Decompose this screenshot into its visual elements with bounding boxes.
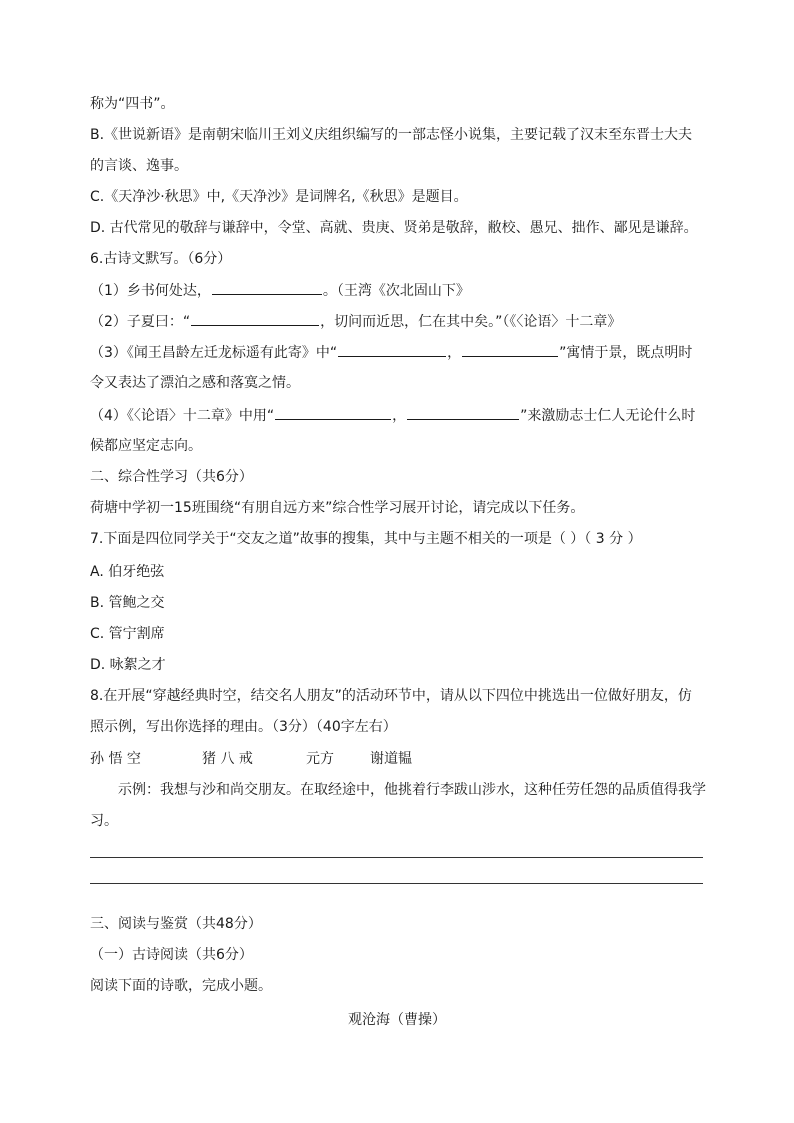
example-line: 示例：我想与沙和尚交朋友。在取经途中，他挑着行李跋山涉水，这种任劳任怨的品质值得我学 — [118, 782, 706, 798]
fill-blank[interactable] — [338, 342, 446, 357]
fill-blank[interactable] — [275, 405, 391, 420]
question-6-item-3: （3）《闻王昌龄左迁龙标遥有此寄》中“ ， ”寓情于景，既点明时 — [90, 342, 692, 363]
option-c-line: C.《天净沙·秋思》中,《天净沙》是词牌名,《秋思》是题目。 — [90, 189, 468, 205]
section-2-heading: 二、综合性学习（共6分） — [90, 469, 253, 485]
text-line: 荷塘中学初一15班围绕“有朋自远方来”综合性学习展开讨论，请完成以下任务。 — [90, 500, 585, 516]
text-line: 习。 — [90, 813, 118, 829]
fill-blank[interactable] — [407, 405, 519, 420]
option-b-line: B.《世说新语》是南朝宋临川王刘义庆组织编写的一部志怪小说集，主要记载了汉末至东晋士大夫 — [90, 127, 693, 143]
name-options — [90, 749, 412, 769]
option-a: A. 伯牙绝弦 — [90, 564, 165, 580]
fill-blank[interactable] — [462, 342, 558, 357]
answer-line[interactable] — [90, 883, 703, 884]
question-6-item-4: （4）《〈论语〉十二章》中用“ ， ”来激励志士仁人无论什么时 — [90, 405, 695, 426]
section-3-heading: 三、阅读与鉴赏（共48分） — [90, 916, 262, 932]
text-line: 照示例，写出你选择的理由。（3分）（40字左右） — [90, 719, 397, 735]
answer-line[interactable] — [90, 857, 703, 858]
option-d-line: D. 古代常见的敬辞与谦辞中，令堂、高就、贵庚、贤弟是敬辞，敝校、愚兄、拙作、鄙见是谦辞。 — [90, 220, 698, 236]
poem-title: 观沧海（曹操） — [348, 1012, 446, 1028]
text-line: 阅读下面的诗歌，完成小题。 — [90, 978, 272, 994]
name-item: 元方 — [306, 751, 334, 767]
text-line: 的言谈、逸事。 — [90, 158, 188, 174]
fill-blank[interactable] — [212, 280, 322, 295]
option-d: D. 咏絮之才 — [90, 657, 166, 673]
subsection-heading: （一）古诗阅读（共6分） — [90, 947, 253, 963]
question-8-heading: 8.在开展“穿越经典时空，结交名人朋友”的活动环节中，请从以下四位中挑选出一位做好朋友，仿 — [90, 688, 692, 704]
text-line: 称为“四书”。 — [90, 96, 175, 112]
question-6-item-1: （1）乡书何处达， 。（王湾《次北固山下》 — [90, 280, 470, 301]
name-item: 谢道韫 — [370, 751, 412, 767]
name-item: 猪 八 戒 — [202, 751, 253, 767]
question-6-heading: 6.古诗文默写。（6分） — [90, 251, 232, 267]
text-line: 候都应坚定志向。 — [90, 438, 202, 454]
fill-blank[interactable] — [191, 311, 319, 326]
option-c: C. 管宁割席 — [90, 626, 165, 642]
option-b: B. 管鲍之交 — [90, 595, 165, 611]
text-line: 令又表达了漂泊之感和落寞之情。 — [90, 375, 300, 391]
question-6-item-2: （2）子夏曰：“ ，切问而近思，仁在其中矣。”（《〈论语〉十二章》 — [90, 311, 621, 332]
question-7-heading: 7.下面是四位同学关于“交友之道”故事的搜集，其中与主题不相关的一项是（ ）（ 3 分 ） — [90, 531, 642, 547]
name-item: 孙 悟 空 — [90, 751, 141, 767]
